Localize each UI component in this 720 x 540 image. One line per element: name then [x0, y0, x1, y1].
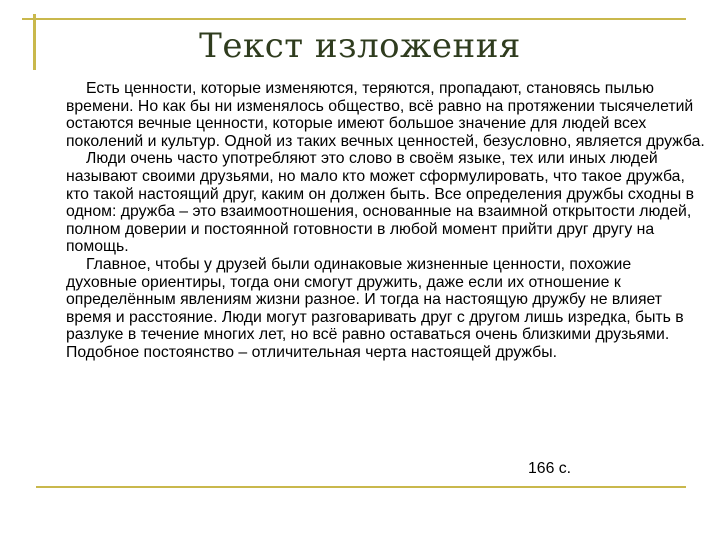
paragraph-1: Есть ценности, которые изменяются, теряются, пропадают, становясь пылью времени. Но как бы ни изменялось общество, всё равно на протяжении тысячелетий остаются вечные ценности, которые имеют большое значение для людей всех поколений и культур. Одной из таких вечных ценностей, безусловно, является дружба.	[66, 80, 705, 150]
slide-title: Текст изложения	[199, 26, 521, 66]
paragraph-2: Люди очень часто употребляют это слово в своём языке, тех или иных людей называют своими друзьями, но мало кто может сформулировать, что такое дружба, кто такой настоящий друг, каким он должен быть. Все определения дружбы сходны в одном: дружба – это взаимоотношения, основанные на взаимной открытости людей, полном доверии и постоянной готовности в любой момент прийти друг другу на помощь.	[66, 150, 695, 256]
frame-bottom-line	[36, 486, 686, 488]
frame-top-line	[22, 18, 686, 20]
text-body	[66, 80, 706, 362]
paragraph-3: Главное, чтобы у друзей были одинаковые жизненные ценности, похожие духовные ориентиры, тогда они смогут дружить, даже если их отношение к определённым явлениям жизни разное. И тогда на настоящую дружбу не влияет время и расстояние. Люди могут разговаривать друг с другом лишь изредка, быть в разлуке в течение многих лет, но всё равно оставаться очень близкими друзьями. Подобное постоянство – отличительная черта настоящей дружбы.	[66, 255, 684, 361]
page-reference: 166 с.	[528, 460, 572, 477]
